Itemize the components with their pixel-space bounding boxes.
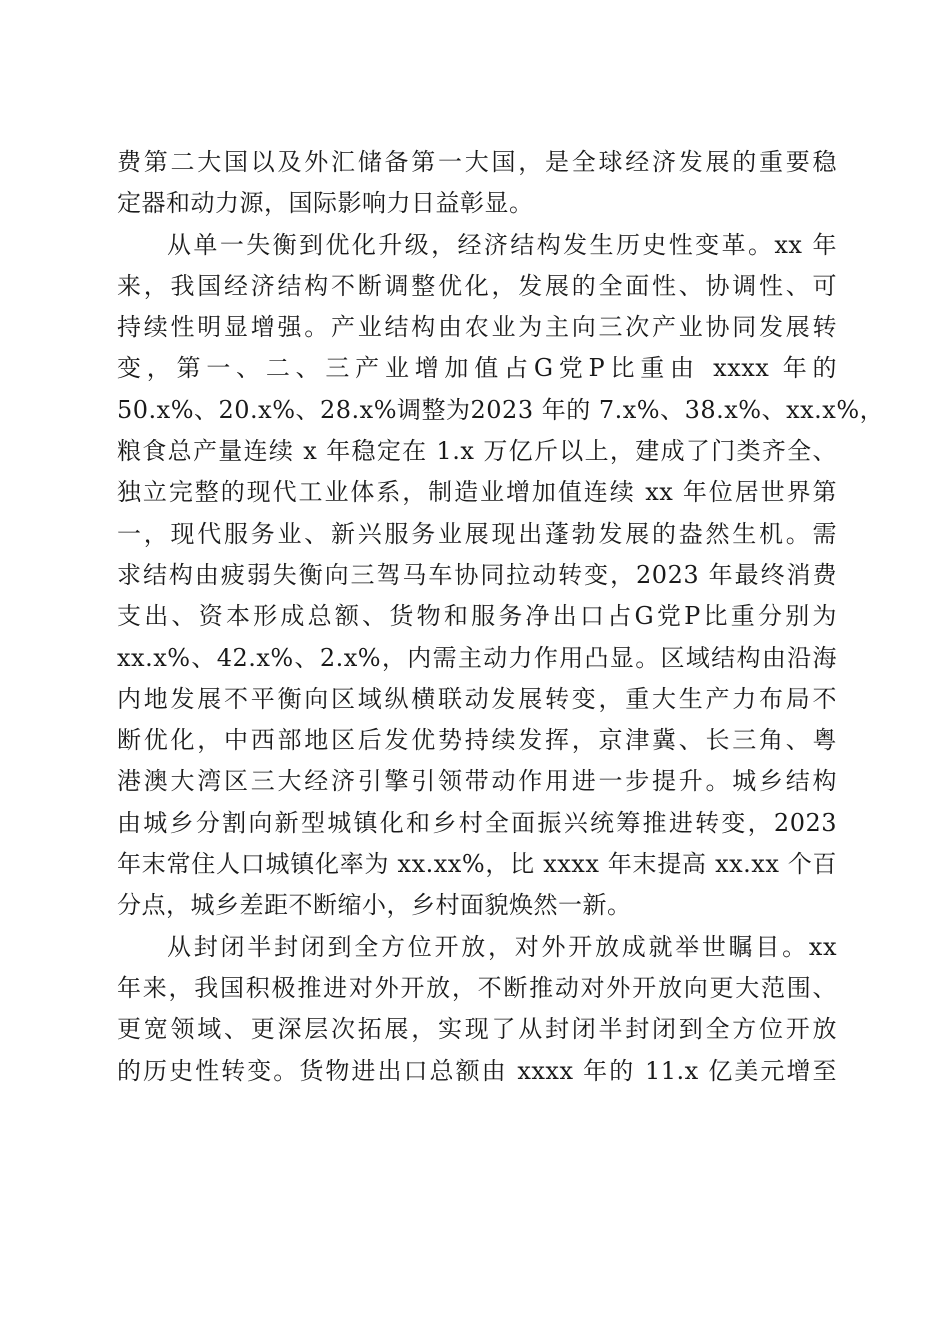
text-line: 更宽领域、更深层次拓展，实现了从封闭半封闭到全方位开放	[117, 1015, 837, 1044]
text-line: 断优化，中西部地区后发优势持续发挥，京津冀、长三角、粤	[117, 726, 837, 755]
text-line: 求结构由疲弱失衡向三驾马车协同拉动转变，2023 年最终消费	[117, 560, 837, 589]
text-line: 粮食总产量连续 x 年稳定在 1.x 万亿斤以上，建成了门类齐全、	[117, 437, 837, 466]
text-line: 从单一失衡到优化升级，经济结构发生历史性变革。xx 年	[167, 230, 837, 259]
text-line: 定器和动力源，国际影响力日益彰显。	[117, 189, 534, 218]
text-line: 支出、资本形成总额、货物和服务净出口占G党P比重分别为	[117, 602, 837, 631]
text-line: 费第二大国以及外汇储备第一大国，是全球经济发展的重要稳	[117, 148, 837, 176]
text-line: 来，我国经济结构不断调整优化，发展的全面性、协调性、可	[117, 271, 837, 300]
text-line: 独立完整的现代工业体系，制造业增加值连续 xx 年位居世界第	[117, 478, 837, 507]
text-line: 由城乡分割向新型城镇化和乡村全面振兴统筹推进转变，2023	[117, 808, 837, 837]
text-line: 从封闭半封闭到全方位开放，对外开放成就举世瞩目。xx	[167, 932, 837, 961]
text-line: 的历史性转变。货物进出口总额由 xxxx 年的 11.x 亿美元增至	[117, 1056, 837, 1085]
text-line: 年来，我国积极推进对外开放，不断推动对外开放向更大范围、	[117, 973, 837, 1002]
text-line: 港澳大湾区三大经济引擎引领带动作用进一步提升。城乡结构	[117, 767, 837, 796]
text-line: 持续性明显增强。产业结构由农业为主向三次产业协同发展转	[117, 313, 837, 342]
text-line: 年末常住人口城镇化率为 xx.xx%，比 xxxx 年末提高 xx.xx 个百	[117, 850, 837, 879]
text-line: 分点，城乡差距不断缩小，乡村面貌焕然一新。	[117, 891, 632, 920]
text-line: 一，现代服务业、新兴服务业展现出蓬勃发展的盎然生机。需	[117, 519, 837, 548]
text-line: 内地发展不平衡向区域纵横联动发展转变，重大生产力布局不	[117, 684, 837, 713]
text-line: xx.x%、42.x%、2.x%，内需主动力作用凸显。区域结构由沿海	[117, 643, 837, 672]
body-text	[117, 142, 885, 1092]
text-line: 50.x%、20.x%、28.x%调整为2023 年的 7.x%、38.x%、xx.x%，	[117, 395, 885, 424]
text-line: 变，第一、二、三产业增加值占G党P比重由 xxxx 年的	[117, 354, 837, 383]
